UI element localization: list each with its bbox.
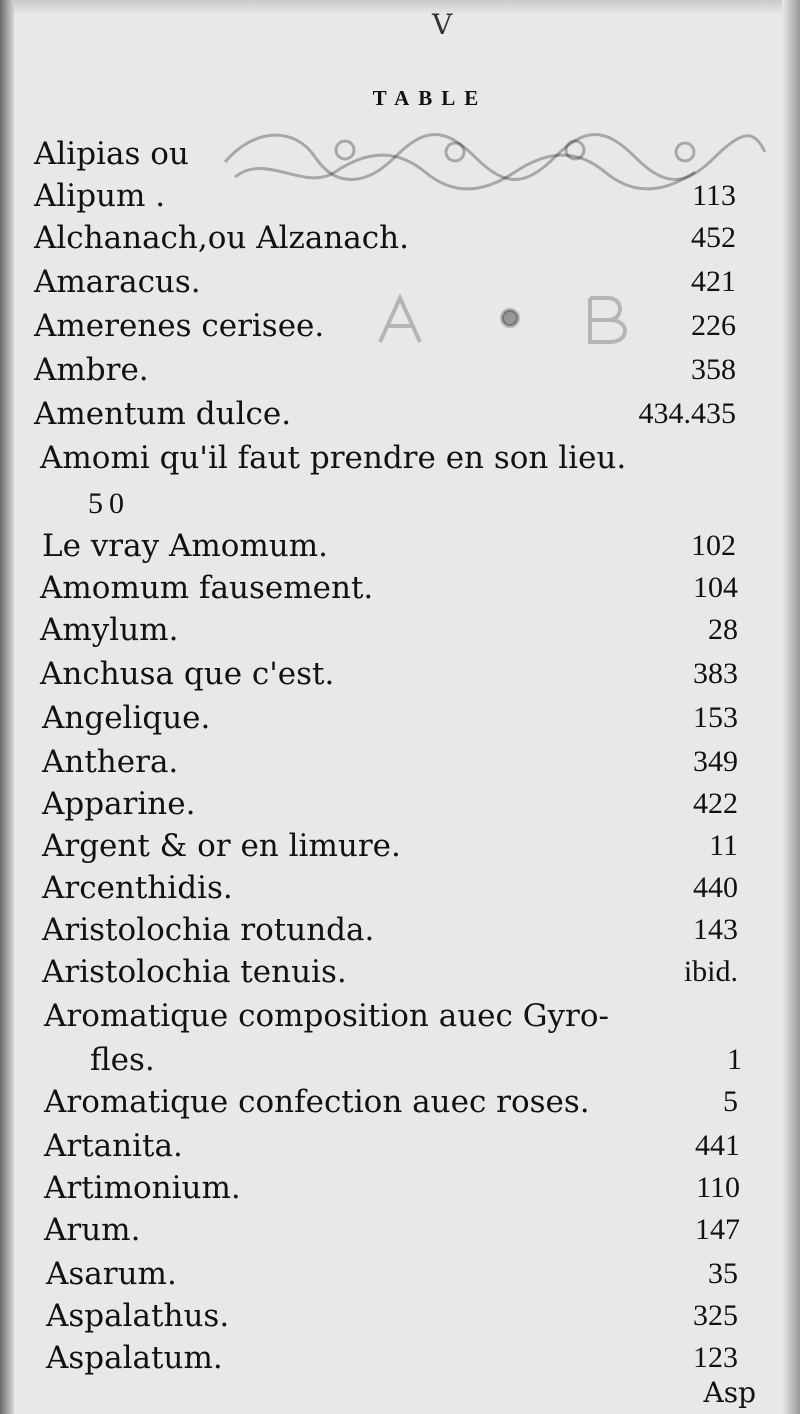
index-entry <box>44 1210 740 1250</box>
index-entry <box>40 654 738 694</box>
catch-mark: V <box>432 8 453 41</box>
entry-term: Anthera. <box>42 744 179 780</box>
catchword: Asp <box>703 1376 756 1409</box>
entry-term: Aristolochia tenuis. <box>42 954 347 990</box>
entry-term: Le vray Amomum. <box>42 528 329 564</box>
entry-term: Aromatique composition auec Gyro- <box>44 998 609 1034</box>
entry-term: Apparine. <box>42 786 196 822</box>
entry-page: 349 <box>693 745 738 778</box>
index-entry <box>40 568 738 608</box>
entry-page: 153 <box>693 701 738 734</box>
index-entry <box>44 996 738 1036</box>
index-entry <box>34 306 736 346</box>
index-entry <box>34 350 736 390</box>
entry-term: Aromatique confection auec roses. <box>44 1084 590 1120</box>
entry-page: 104 <box>693 571 738 604</box>
entry-page: 421 <box>691 265 736 298</box>
entry-term: Aspalathus. <box>46 1298 230 1334</box>
index-entry <box>34 262 736 302</box>
index-entry <box>46 1254 738 1294</box>
page-top-edge <box>0 0 800 14</box>
entry-term: Ambre. <box>34 352 149 388</box>
index-entry <box>42 526 736 566</box>
entry-term: Angelique. <box>42 700 211 736</box>
index-entry <box>42 826 738 866</box>
index-entry <box>34 218 736 258</box>
index-entry <box>40 438 736 478</box>
index-entry <box>46 1338 738 1378</box>
entry-term: Arum. <box>44 1212 141 1248</box>
entry-page: 147 <box>695 1213 740 1246</box>
entry-term: Alipias ou <box>34 136 189 172</box>
entry-term: Arcenthidis. <box>42 870 233 906</box>
entry-term: Amentum dulce. <box>34 396 292 432</box>
index-entry <box>46 1296 738 1336</box>
entry-term: Aspalatum. <box>46 1340 223 1376</box>
entry-continuation: fles. <box>90 1042 155 1078</box>
index-entry <box>44 1126 740 1166</box>
entry-term: Alipum . <box>34 178 166 214</box>
entry-term: Amylum. <box>40 612 179 648</box>
entry-page: 440 <box>693 871 738 904</box>
entry-term: Alchanach,ou Alzanach. <box>34 220 409 256</box>
index-entry <box>42 742 738 782</box>
entry-page: 452 <box>691 221 736 254</box>
index-entry <box>42 784 738 824</box>
index-entry <box>42 698 738 738</box>
entry-page: 5 <box>723 1085 738 1118</box>
index-entry <box>44 1082 738 1122</box>
binding-shadow <box>0 0 14 1414</box>
entry-page: 143 <box>693 913 738 946</box>
entry-page: 102 <box>691 529 736 562</box>
index-entry <box>34 134 736 174</box>
entry-term: Argent & or en limure. <box>42 828 401 864</box>
index-entry <box>42 910 738 950</box>
entry-term: Artimonium. <box>44 1170 241 1206</box>
index-entry <box>34 394 736 434</box>
entry-term: Aristolochia rotunda. <box>42 912 375 948</box>
index-entry <box>42 868 738 908</box>
entry-term: Amerenes cerisee. <box>34 308 325 344</box>
entry-term: Amaracus. <box>34 264 201 300</box>
entry-page: 11 <box>709 829 738 862</box>
entry-page: 50 <box>88 487 130 520</box>
entry-page: 441 <box>695 1129 740 1162</box>
entry-term: Asarum. <box>46 1256 177 1292</box>
entry-page: 123 <box>693 1341 738 1374</box>
entry-page: 383 <box>693 657 738 690</box>
index-entry <box>40 610 738 650</box>
entry-term: Amomum fausement. <box>40 570 374 606</box>
entry-page: 434.435 <box>638 397 736 430</box>
entry-term: Anchusa que c'est. <box>40 656 335 692</box>
entry-page: 28 <box>708 613 738 646</box>
entry-page: 35 <box>708 1257 738 1290</box>
index-entry <box>42 952 738 992</box>
index-entry <box>34 176 736 216</box>
page-title: TABLE <box>372 86 488 110</box>
entry-page: 1 <box>727 1043 742 1076</box>
entry-page: 358 <box>691 353 736 386</box>
entry-term: Amomi qu'il faut prendre en son lieu. <box>40 440 627 476</box>
index-entry <box>44 1168 740 1208</box>
entry-page: 110 <box>696 1171 740 1204</box>
entry-page: 113 <box>692 179 736 212</box>
entry-page: ibid. <box>683 955 738 988</box>
entry-page: 226 <box>691 309 736 342</box>
page-right-edge <box>782 0 800 1414</box>
entry-term: Artanita. <box>44 1128 183 1164</box>
entry-page: 325 <box>693 1299 738 1332</box>
entry-page: 422 <box>693 787 738 820</box>
